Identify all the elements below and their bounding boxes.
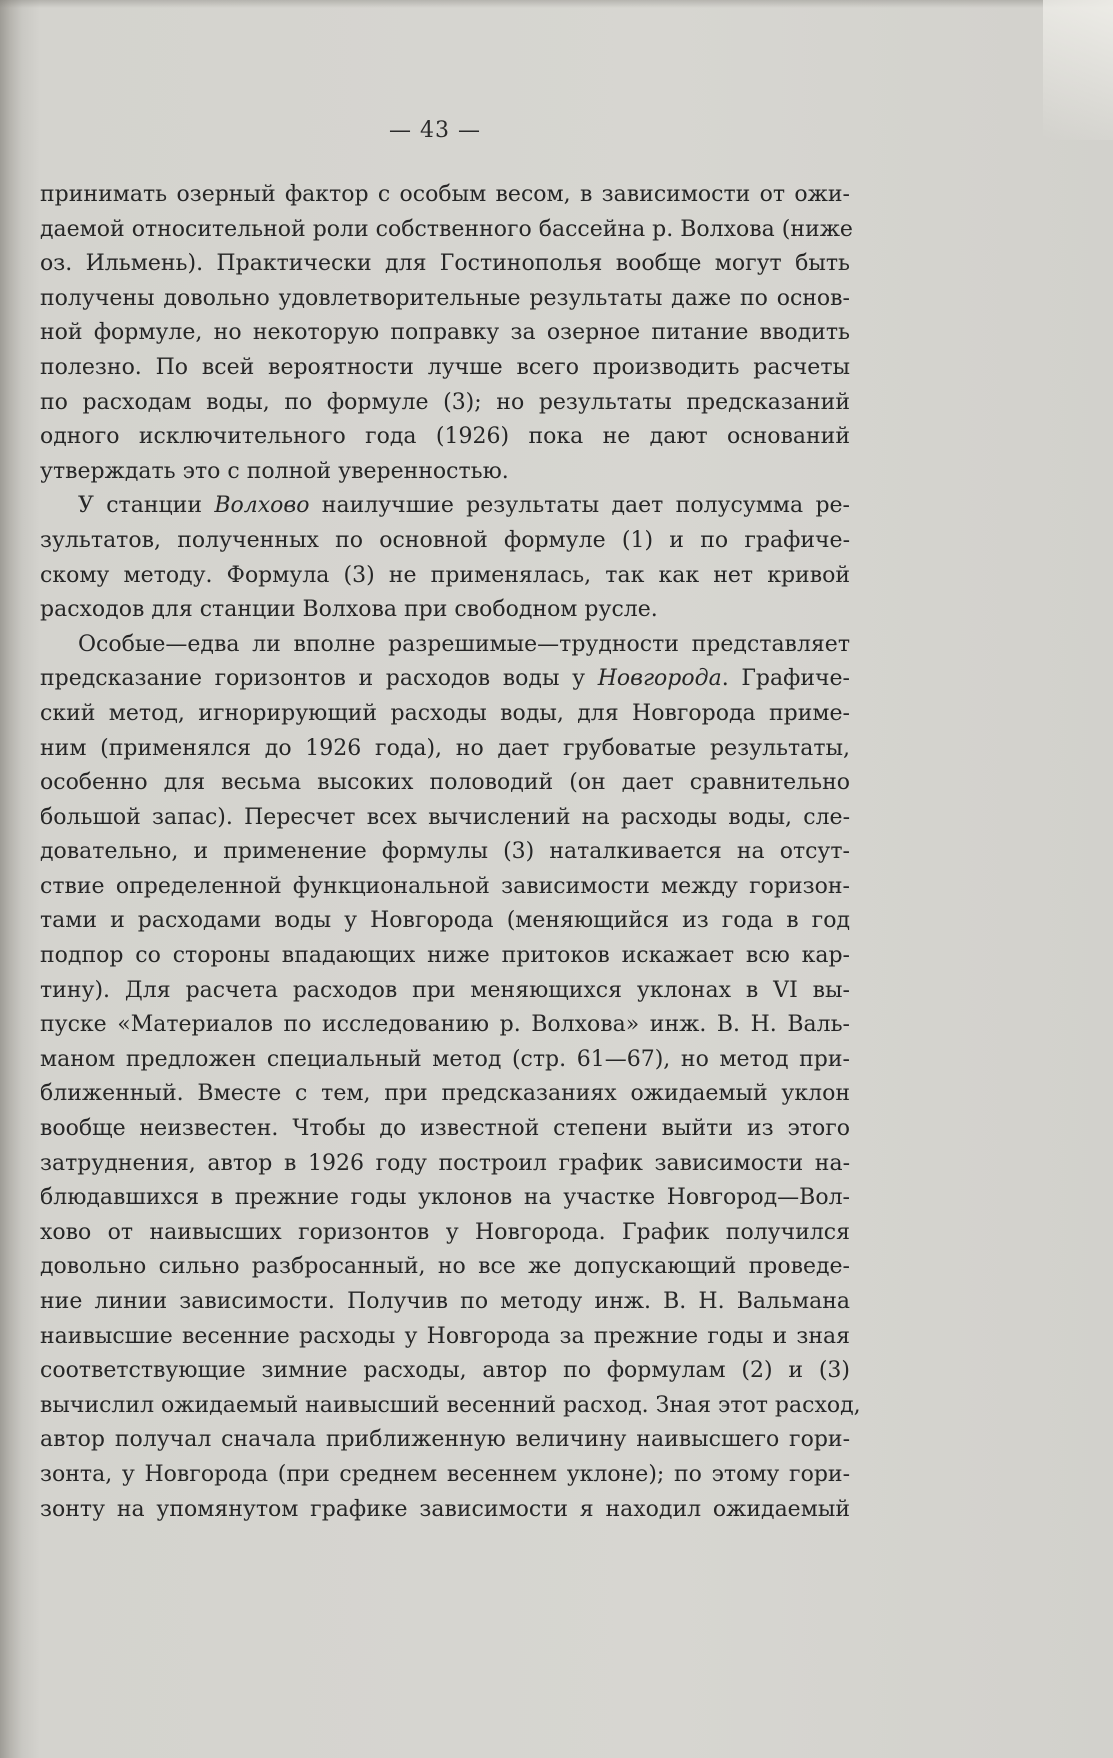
text-line: предсказание горизонтов и расходов воды у Новгорода. Графиче- [40,666,850,692]
text-line: особенно для весьма высоких половодий (он дает сравнительно [40,770,850,796]
emphasized-word: Волхово [214,493,310,519]
text-line: ближенный. Вместе с тем, при предсказаниях ожидаемый уклон [40,1081,850,1107]
text-line: Особые—едва ли вполне разрешимые—трудности представляет [78,631,850,657]
text-line: У станции Волхово наилучшие результаты дает полусумма ре- [78,493,850,519]
text-line: оз. Ильмень). Практически для Гостинополья вообще могут быть [40,251,850,277]
text-line: затруднения, автор в 1926 году построил график зависимости на- [40,1150,850,1176]
page-number: — 43 — [389,118,481,143]
text-line: ский метод, игнорирующий расходы воды, для Новгорода приме- [40,700,850,726]
text-line: соответствующие зимние расходы, автор по формулам (2) и (3) [40,1358,850,1384]
paragraph-3 [40,628,861,1527]
text-line: ние линии зависимости. Получив по методу инж. В. Н. Вальмана [40,1289,850,1314]
text-line: по расходам воды, по формуле (3); но результаты предсказаний [40,389,850,415]
text-line: даемой относительной роли собственного бассейна р. Волхова (ниже [40,216,853,242]
text-line: ним (применялся до 1926 года), но дает грубоватые результаты, [40,735,850,761]
text-line: ной формуле, но некоторую поправку за озерное питание вводить [40,320,850,346]
text-line: автор получал сначала приближенную величину наивысшего гори- [40,1427,850,1453]
text-line: маном предложен специальный метод (стр. 61—67), но метод при- [40,1046,850,1072]
text-line: скому методу. Формула (3) не применялась, так как нет кривой [40,562,850,588]
text-line: утверждать это с полной уверенностью. [40,458,509,484]
page-top-shadow [0,0,1113,8]
text-line: блюдавшихся в прежние годы уклонов на участке Новгород—Вол- [40,1185,850,1211]
emphasized-word: Новгорода [597,666,722,692]
text-line: полезно. По всей вероятности лучше всего производить расчеты [40,354,850,380]
text-line: одного исключительного года (1926) пока не дают оснований [40,424,850,450]
paragraph-1 [40,178,853,489]
text-line: зонту на упомянутом графике зависимости я находил ожидаемый [40,1496,850,1522]
paragraph-2 [40,489,850,627]
text-line: хово от наивысших горизонтов у Новгорода. График получился [40,1219,850,1245]
text-line: довательно, и применение формулы (3) наталкивается на отсут- [40,839,850,865]
text-line: расходов для станции Волхова при свободном русле. [40,597,658,623]
text-line: зультатов, полученных по основной формуле (1) и по графиче- [40,527,850,553]
text-line: подпор со стороны впадающих ниже притоков искажает всю кар- [40,943,850,969]
page-right-edge [1043,0,1113,140]
text-line: зонта, у Новгорода (при среднем весеннем уклоне); по этому гори- [40,1461,850,1487]
text-line: принимать озерный фактор с особым весом, в зависимости от ожи- [40,182,850,207]
text-line: тину). Для расчета расходов при меняющихся уклонах в VI вы- [40,977,850,1003]
text-line: довольно сильно разбросанный, но все же допускающий проведе- [40,1254,850,1280]
text-line: наивысшие весенние расходы у Новгорода за прежние годы и зная [40,1323,850,1349]
text-line: вычислил ожидаемый наивысший весенний расход. Зная этот расход, [40,1392,861,1418]
text-line: тами и расходами воды у Новгорода (меняющийся из года в год [40,908,850,934]
text-line: получены довольно удовлетворительные результаты даже по основ- [40,285,850,311]
body-text [40,178,861,1527]
text-line: большой запас). Пересчет всех вычислений на расходы воды, сле- [40,804,850,830]
text-line: пуске «Материалов по исследованию р. Волхова» инж. В. Н. Валь- [40,1012,850,1038]
text-line: вообще неизвестен. Чтобы до известной степени выйти из этого [40,1116,850,1142]
text-line: ствие определенной функциональной зависимости между горизон- [40,873,850,899]
